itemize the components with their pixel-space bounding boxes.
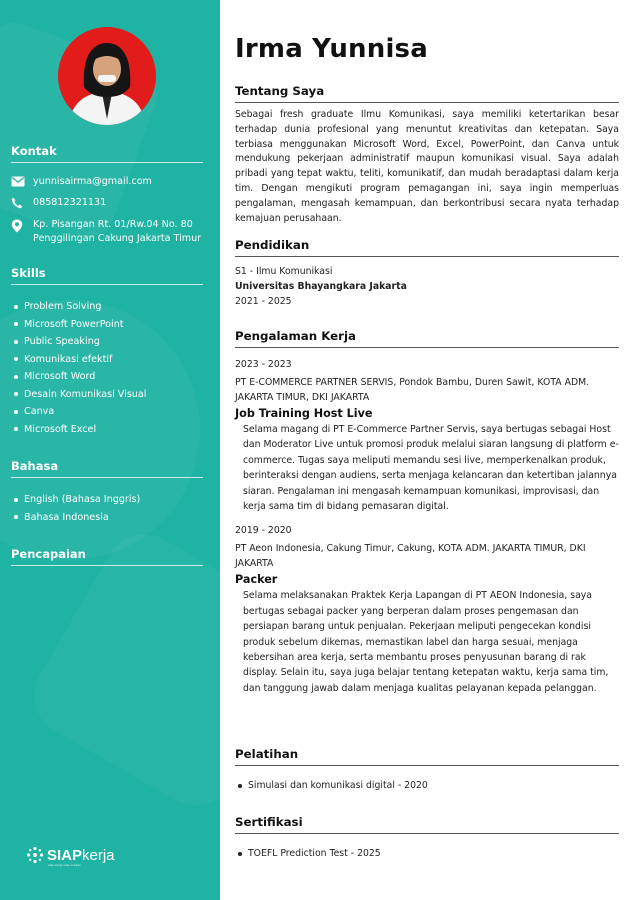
job-period: 2023 - 2023: [235, 359, 292, 370]
language-item: Bahasa Indonesia: [11, 509, 203, 527]
skill-item: Komunikasi efektif: [11, 351, 203, 369]
education-title: Pendidikan: [235, 238, 619, 257]
profile-photo: [58, 27, 156, 125]
skill-item: Problem Solving: [11, 298, 203, 316]
education-degree: S1 - Ilmu Komunikasi: [235, 266, 333, 277]
training-item: Simulasi dan komunikasi digital - 2020: [235, 780, 619, 791]
about-title: Tentang Saya: [235, 84, 619, 103]
achievements-title: Pencapaian: [11, 547, 203, 566]
phone-icon: [11, 197, 27, 214]
skills-list: [11, 298, 203, 438]
contact-address: [11, 218, 203, 246]
job-company: PT E-COMMERCE PARTNER SERVIS, Pondok Bambu, Duren Sawit, KOTA ADM. JAKARTA TIMUR, DKI JAKARTA: [235, 377, 590, 403]
job-role: Packer: [235, 573, 278, 587]
languages-section: [11, 459, 203, 526]
languages-title: Bahasa: [11, 459, 203, 478]
sidebar: [0, 0, 220, 900]
skill-item: Microsoft PowerPoint: [11, 316, 203, 334]
job-description: Selama melaksanakan Praktek Kerja Lapangan di PT AEON Indonesia, saya bertugas sebagai packer yang berperan dalam proses pengemasan dan persiapan barang untuk penjualan. Pekerjaan meliputi pengecekan kondisi produk sebelum dikemas, memastikan label dan harga sesuai, menjaga kebersihan area kerja, serta membantu proses penyusunan barang di rak display. Selain itu, saya juga belajar tentang ketepatan waktu, kerja sama tim, dan tanggung jawab dalam menjaga kualitas pelayanan kepada pelanggan.: [243, 590, 609, 694]
skill-item: Microsoft Excel: [11, 421, 203, 439]
languages-list: [11, 491, 203, 526]
job-role: Job Training Host Live: [235, 407, 373, 420]
training-section: [235, 747, 619, 791]
education-years: 2021 - 2025: [235, 296, 292, 307]
envelope-icon: [11, 176, 27, 192]
candidate-name: Irma Yunnisa: [235, 34, 428, 64]
contact-email[interactable]: [11, 175, 203, 192]
language-item: English (Bahasa Inggris): [11, 491, 203, 509]
phone-text: 085812321131: [33, 197, 107, 208]
job-entry: [235, 357, 619, 514]
address-text: Kp. Pisangan Rt. 01/Rw.04 No. 80 Penggilingan Cakung Jakarta Timur: [33, 219, 202, 244]
skill-item: Microsoft Word: [11, 368, 203, 386]
certifications-section: [235, 815, 619, 859]
achievements-section: [11, 547, 203, 566]
contact-section: [11, 144, 203, 246]
skill-item: Canva: [11, 403, 203, 421]
experience-section: [235, 329, 619, 696]
siapkerja-logo: SIAPkerja siap kerja siap sukses: [26, 846, 115, 864]
email-text: yunnisairma@gmail.com: [33, 176, 152, 187]
certification-item: TOEFL Prediction Test - 2025: [235, 848, 619, 859]
contact-phone[interactable]: [11, 196, 203, 214]
training-title: Pelatihan: [235, 747, 619, 766]
job-entry: [235, 523, 619, 696]
job-description: Selama magang di PT E-Commerce Partner Servis, saya bertugas sebagai Host dan Moderator Live untuk promosi produk melalui siaran langsung di platform e-commerce. Tugas saya meliputi memandu sesi live, memperkenalkan produk, berinteraksi dengan audiens, serta menjaga kelancaran dan ketertiban jalannya siaran. Pengalaman ini mengasah kemampuan komunikasi, improvisasi, dan kerja sama tim di bidang pemasaran digital.: [243, 424, 619, 513]
education-school: Universitas Bhayangkara Jakarta: [235, 281, 407, 292]
experience-title: Pengalaman Kerja: [235, 329, 619, 348]
skills-section: [11, 266, 203, 438]
about-text: Sebagai fresh graduate Ilmu Komunikasi, saya memiliki ketertarikan besar terhadap dunia profesional yang menuntut kreativitas dan ketepatan. Saya terbiasa menggunakan Microsoft Word, Excel, PowerPoint, dan Canva untuk mendukung pekerjaan administratif maupun komunikasi visual. Saya adalah pribadi yang tepat waktu, teliti, komunikatif, dan mudah beradaptasi dalam kerja tim. Dengan mengikuti program pemagangan ini, saya ingin memperluas pengalaman, mengasah kemampuan, dan berkontribusi secara nyata terhadap kemajuan perusahaan.: [235, 109, 619, 224]
skill-item: Desain Komunikasi Visual: [11, 386, 203, 404]
location-pin-icon: [11, 219, 27, 238]
about-section: [235, 84, 619, 226]
skill-item: Public Speaking: [11, 333, 203, 351]
job-company: PT Aeon Indonesia, Cakung Timur, Cakung, KOTA ADM. JAKARTA TIMUR, DKI JAKARTA: [235, 543, 586, 570]
logo-tagline: siap kerja siap sukses: [48, 863, 81, 867]
logo-icon: [26, 846, 44, 864]
contact-title: Kontak: [11, 144, 203, 163]
job-period: 2019 - 2020: [235, 525, 292, 537]
skills-title: Skills: [11, 266, 203, 285]
certifications-title: Sertifikasi: [235, 815, 619, 834]
education-section: [235, 238, 619, 309]
